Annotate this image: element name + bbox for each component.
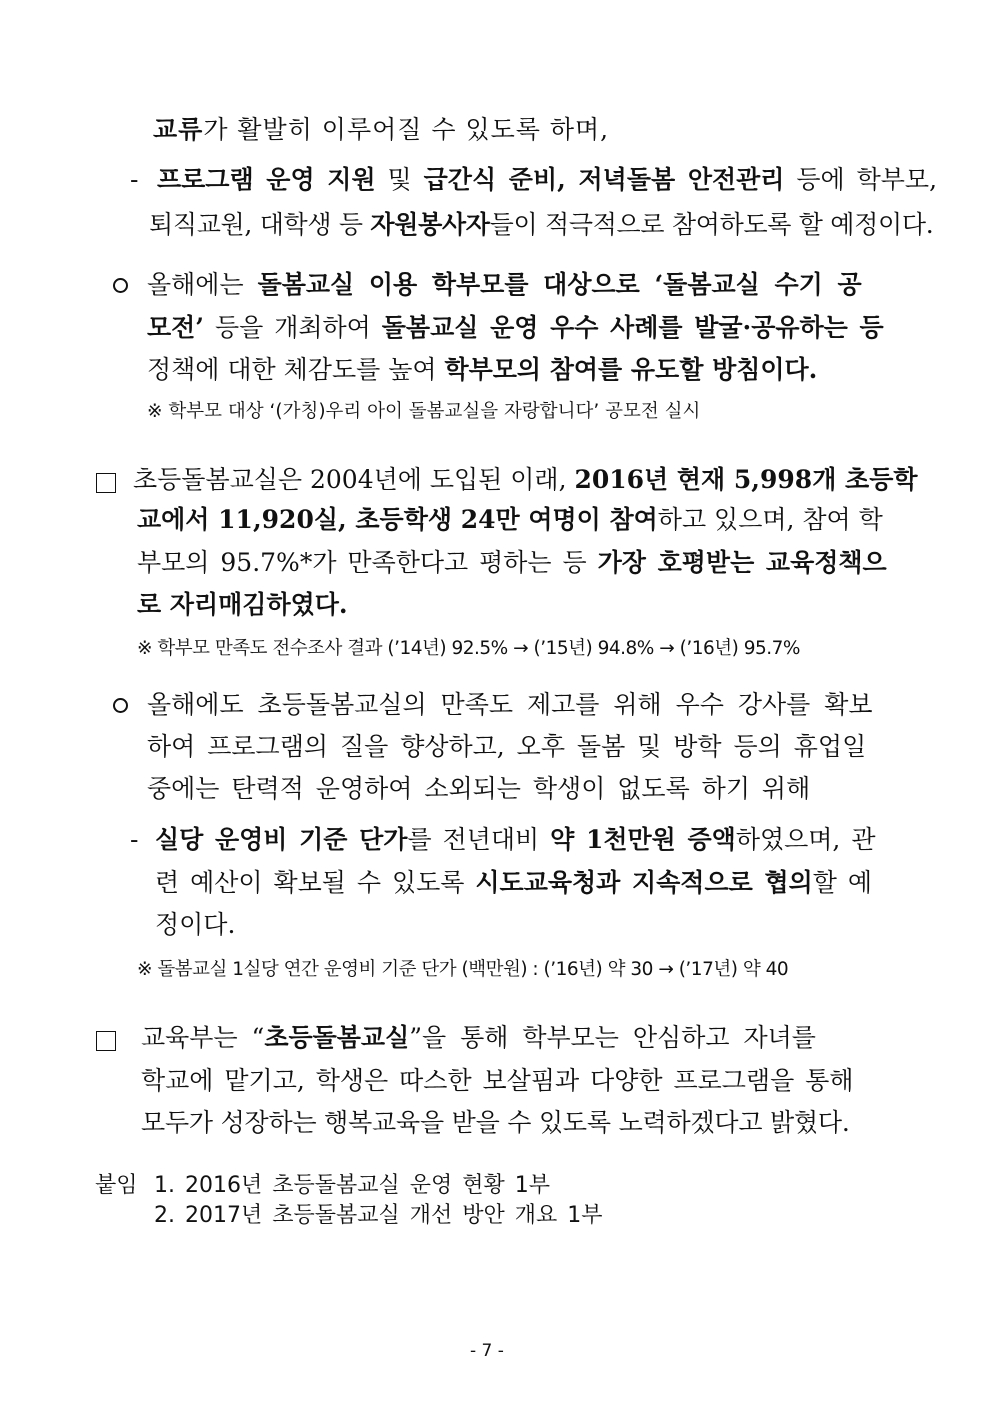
sec4-line-2: 학교에 맡기고, 학생은 따스한 보살핌과 다양한 프로그램을 통해 <box>141 1066 854 1095</box>
sec3-line-4: 실당 운영비 기준 단가를 전년대비 약 1천만원 증액하였으며, 관 <box>155 825 876 854</box>
dash-bullet: - <box>130 825 139 854</box>
sec1-line-3: 정책에 대한 체감도를 높여 학부모의 참여를 유도할 방침이다. <box>147 355 818 384</box>
sec3-line-3: 중에는 탄력적 운영하여 소외되는 학생이 없도록 하기 위해 <box>147 774 811 803</box>
sec3-line-1: 올해에도 초등돌봄교실의 만족도 제고를 위해 우수 강사를 확보 <box>147 690 873 719</box>
attachment-label: 붙임 <box>95 1173 138 1198</box>
sec2-line-2: 교에서 11,920실, 초등학생 24만 여명이 참여하고 있으며, 참여 학 <box>137 505 883 534</box>
sec2-note: ※ 학부모 만족도 전수조사 결과 (’14년) 92.5% → (’15년) 94.8% → (’16년) 95.7% <box>137 638 801 659</box>
attachment-item: 1. 2016년 초등돌봄교실 운영 현황 1부 <box>154 1173 550 1198</box>
sec3-note: ※ 돌봄교실 1실당 연간 운영비 기준 단가 (백만원) : (’16년) 약 30 → (’17년) 약 40 <box>137 959 789 980</box>
page-number: - 7 - <box>470 1341 504 1361</box>
checkbox-square-icon <box>96 473 116 493</box>
sec2-line-1: 초등돌봄교실은 2004년에 도입된 이래, 2016년 현재 5,998개 초등학 <box>133 465 918 494</box>
sec1-line-1: 올해에는 돌봄교실 이용 학부모를 대상으로 ‘돌봄교실 수기 공 <box>147 270 862 299</box>
sec1-line-2: 모전’ 등을 개최하여 돌봄교실 운영 우수 사례를 발굴·공유하는 등 <box>147 313 884 342</box>
circle-bullet-icon <box>113 698 128 713</box>
sec2-line-4: 로 자리매김하였다. <box>137 590 348 619</box>
checkbox-square-icon <box>96 1031 116 1051</box>
sec2-line-3: 부모의 95.7%*가 만족한다고 평하는 등 가장 호평받는 교육정책으 <box>137 548 887 577</box>
sec4-line-3: 모두가 성장하는 행복교육을 받을 수 있도록 노력하겠다고 밝혔다. <box>141 1108 850 1137</box>
line-top-2: 프로그램 운영 지원 및 급간식 준비, 저녁돌봄 안전관리 등에 학부모, <box>157 165 938 194</box>
sec3-line-5: 련 예산이 확보될 수 있도록 시도교육청과 지속적으로 협의할 예 <box>155 868 872 897</box>
circle-bullet-icon <box>113 278 128 293</box>
sec4-line-1: 교육부는 “초등돌봄교실”을 통해 학부모는 안심하고 자녀를 <box>141 1023 816 1052</box>
dash-bullet: - <box>130 165 139 194</box>
attachment-item: 2. 2017년 초등돌봄교실 개선 방안 개요 1부 <box>154 1203 603 1228</box>
sec1-note: ※ 학부모 대상 ‘(가칭)우리 아이 돌봄교실을 자랑합니다’ 공모전 실시 <box>147 401 701 422</box>
line-top-3: 퇴직교원, 대학생 등 자원봉사자들이 적극적으로 참여하도록 할 예정이다. <box>149 210 934 239</box>
sec3-line-6: 정이다. <box>155 910 236 939</box>
line-top-1: 교류가 활발히 이루어질 수 있도록 하며, <box>153 115 610 144</box>
sec3-line-2: 하여 프로그램의 질을 향상하고, 오후 돌봄 및 방학 등의 휴업일 <box>147 732 867 761</box>
